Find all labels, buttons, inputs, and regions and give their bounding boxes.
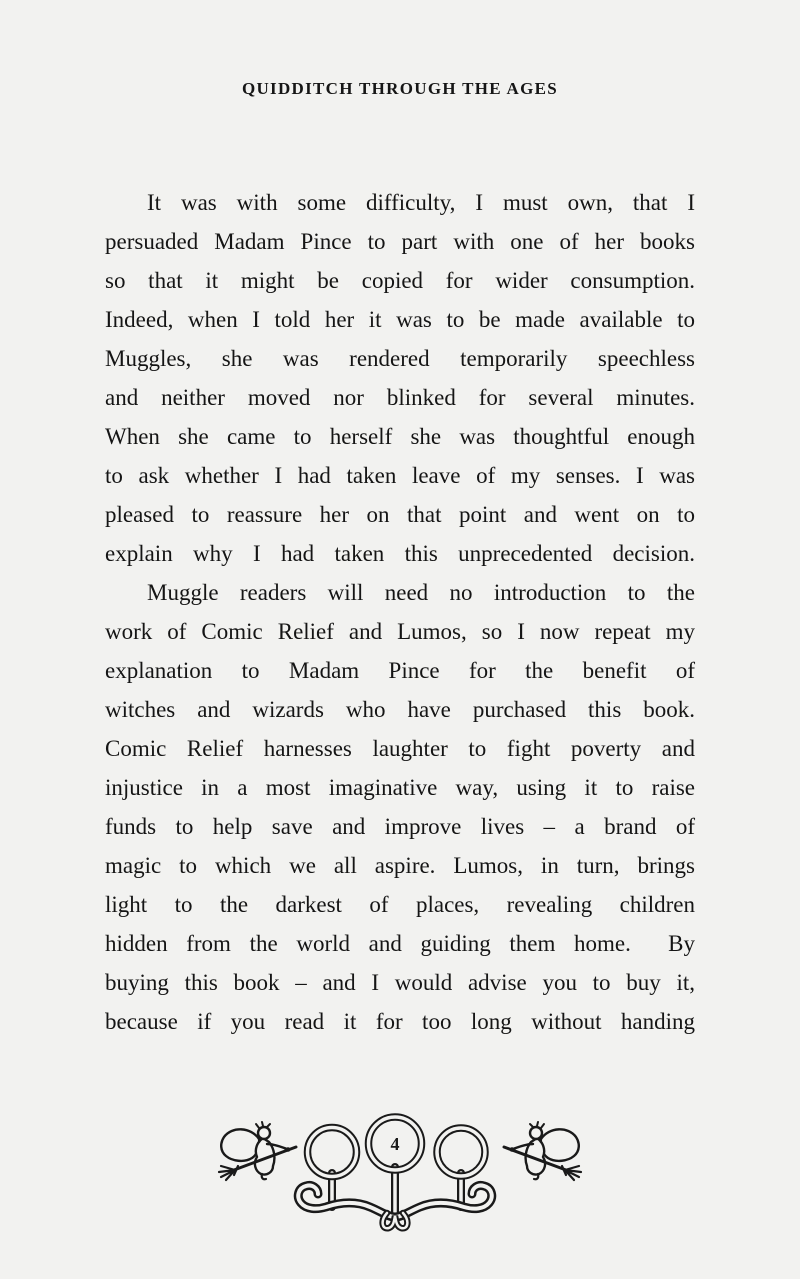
text-line: work of Comic Relief and Lumos, so I now repeat my [105, 619, 695, 644]
text-line: witches and wizards who have purchased this book. [105, 697, 695, 722]
footer-ornament-graphic [200, 1095, 600, 1245]
text-line: It was with some difficulty, I must own, that I [147, 190, 695, 215]
text-line: and neither moved nor blinked for several minutes. [105, 385, 695, 410]
text-line: buying this book – and I would advise you to buy it, [105, 970, 695, 995]
text-line: funds to help save and improve lives – a brand of [105, 814, 695, 839]
text-line: light to the darkest of places, revealing children [105, 892, 695, 917]
witch-on-broomstick-icon-left [219, 1122, 296, 1180]
paragraph [105, 573, 695, 1041]
text-line: so that it might be copied for wider consumption. [105, 268, 695, 293]
text-line: explanation to Madam Pince for the benefit of [105, 658, 695, 683]
text-line: Indeed, when I told her it was to be made available to [105, 307, 695, 332]
footer-ornament [200, 1095, 600, 1245]
page-number: 4 [390, 1134, 400, 1154]
text-line: explain why I had taken this unprecedented decision. [105, 541, 695, 566]
text-line: hidden from the world and guiding them home. By [105, 931, 695, 956]
text-line: Muggle readers will need no introduction to the [147, 580, 695, 605]
body-text [105, 183, 695, 1041]
text-line: because if you read it for too long without handing [105, 1009, 695, 1034]
text-line: pleased to reassure her on that point and went on to [105, 502, 695, 527]
text-line: Muggles, she was rendered temporarily speechless [105, 346, 695, 371]
text-line: When she came to herself she was thoughtful enough [105, 424, 695, 449]
text-line: Comic Relief harnesses laughter to fight poverty and [105, 736, 695, 761]
text-line: to ask whether I had taken leave of my senses. I was [105, 463, 695, 488]
text-line: persuaded Madam Pince to part with one of her books [105, 229, 695, 254]
text-line: injustice in a most imaginative way, using it to raise [105, 775, 695, 800]
witch-on-broomstick-icon-right [504, 1122, 581, 1180]
text-line: magic to which we all aspire. Lumos, in turn, brings [105, 853, 695, 878]
running-header-title: QUIDDITCH THROUGH THE AGES [241, 79, 559, 98]
paragraph [105, 183, 695, 573]
